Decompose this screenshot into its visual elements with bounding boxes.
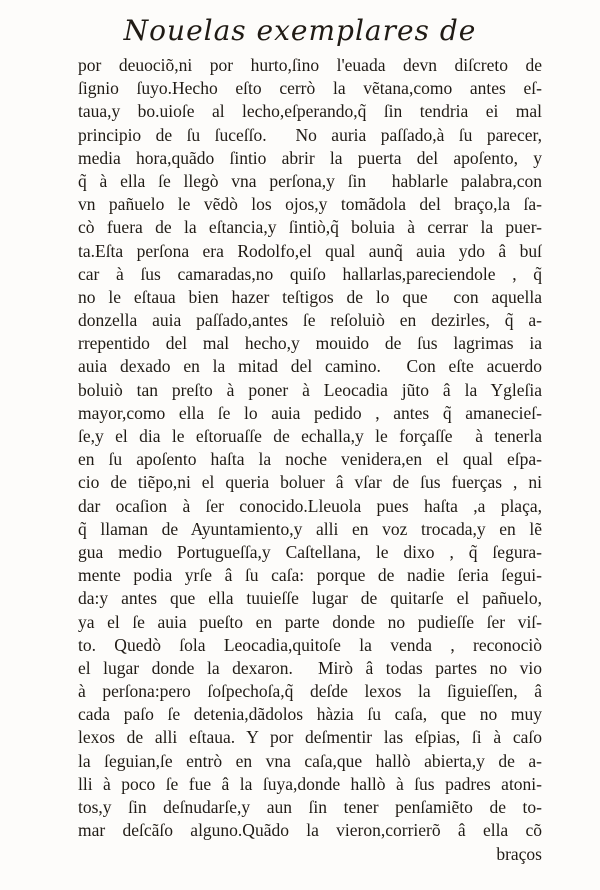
text-line: gua medio Portugueſſa,y Caſtellana, le dixo , q̃ ſegura- bbox=[78, 541, 542, 562]
text-line: taua,y bo.uioſe al lecho,eſperando,q̃ ſin tendria ei mal bbox=[78, 101, 542, 122]
text-line: cio de tiẽpo,ni el queria boluer â vſar de ſus fuerças , ni bbox=[78, 472, 542, 493]
text-line: donzella auia paſſado,antes ſe reſoluiò en dezirles, q̃ a- bbox=[78, 310, 542, 331]
text-line: ſignio ſuyo.Hecho eſto cerrò la vẽtana,como antes eſ- bbox=[78, 78, 542, 99]
text-line: dar ocaſion à ſer conocido.Lleuola pues haſta ,a plaça, bbox=[78, 495, 542, 516]
text-line: no le eſtaua bien hazer teſtigos de lo que con aquella bbox=[78, 286, 542, 307]
text-line: boluiò tan preſto à poner à Leocadia jũto â la Ygleſia bbox=[78, 379, 542, 400]
text-line: da:y antes que ella tuuieſſe lugar de quitarſe el pañuelo, bbox=[78, 588, 542, 609]
text-line: el lugar donde la dexaron. Mirò â todas partes no vio bbox=[78, 657, 542, 678]
text-line: car à ſus camaradas,no quiſo hallarlas,pareciendole , q̃ bbox=[78, 263, 542, 284]
text-line: ta.Eſta perſona era Rodolfo,el qual aunq̃ auia ydo â buſ bbox=[78, 240, 542, 261]
text-line: rrepentido del mal hecho,y mouido de ſus lagrimas ia bbox=[78, 333, 542, 354]
text-line: la ſeguian,ſe entrò en vna caſa,que hallò abierta,y de a- bbox=[78, 750, 542, 771]
text-line: ya el ſe auia pueſto en parte donde no pudieſſe ſer viſ- bbox=[78, 611, 542, 632]
running-header: Nouelas exemplares de bbox=[123, 14, 477, 47]
text-line: lexos de alli eſtaua. Y por deſmentir las eſpias, ſi à caſo bbox=[78, 727, 542, 748]
text-line: media hora,quãdo ſintio abrir la puerta del apoſento, y bbox=[78, 147, 542, 168]
text-line: lli à poco ſe fue â la ſuya,donde hallò à ſus padres atoni- bbox=[78, 773, 542, 794]
text-line: q̃ llaman de Ayuntamiento,y alli en voz trocada,y en lẽ bbox=[78, 518, 542, 539]
text-line: q̃ à ella ſe llegò vna perſona,y ſin hablarle palabra,con bbox=[78, 170, 542, 191]
text-line: cò fuera de la eſtancia,y ſintiò,q̃ boluia à cerrar la puer- bbox=[78, 217, 542, 238]
text-line: en ſu apoſento haſta la noche venidera,en el qual eſpa- bbox=[78, 449, 542, 470]
text-line: ſe,y el dia le eſtoruaſſe de echalla,y le forçaſſe à tenerla bbox=[78, 426, 542, 446]
text-line: auia dexado en la mitad del camino. Con eſte acuerdo bbox=[78, 356, 542, 377]
catchword: braços bbox=[496, 844, 542, 864]
text-line: principio de ſu ſuceſſo. No auria paſſado,à ſu parecer, bbox=[78, 124, 542, 145]
text-line: cada paſo ſe detenia,dãdolos hàzia ſu caſa, que no muy bbox=[78, 704, 542, 725]
text-line: mar deſcãſo alguno.Quãdo la vieron,corrierõ â ella cõ bbox=[78, 820, 542, 841]
text-line: tos,y ſin deſnudarſe,y aun ſin tener penſamiẽto de to- bbox=[78, 797, 542, 817]
text-line: por deuociõ,ni por hurto,ſino l'euada devn diſcreto de bbox=[78, 55, 542, 75]
text-line: à perſona:pero ſoſpechoſa,q̃ deſde lexos la ſiguieſſen, â bbox=[78, 681, 542, 702]
text-line: mayor,como ella ſe lo auia pedido , antes q̃ amanecieſ- bbox=[78, 402, 542, 423]
text-line: to. Quedò ſola Leocadia,quitoſe la venda , reconociò bbox=[78, 634, 542, 655]
text-line: mente podia yrſe â ſu caſa: porque de nadie ſeria ſegui- bbox=[78, 565, 542, 586]
text-line: vn pañuelo le vẽdò los ojos,y tomãdola del braço,la ſa- bbox=[78, 194, 542, 215]
text-block bbox=[78, 54, 542, 842]
